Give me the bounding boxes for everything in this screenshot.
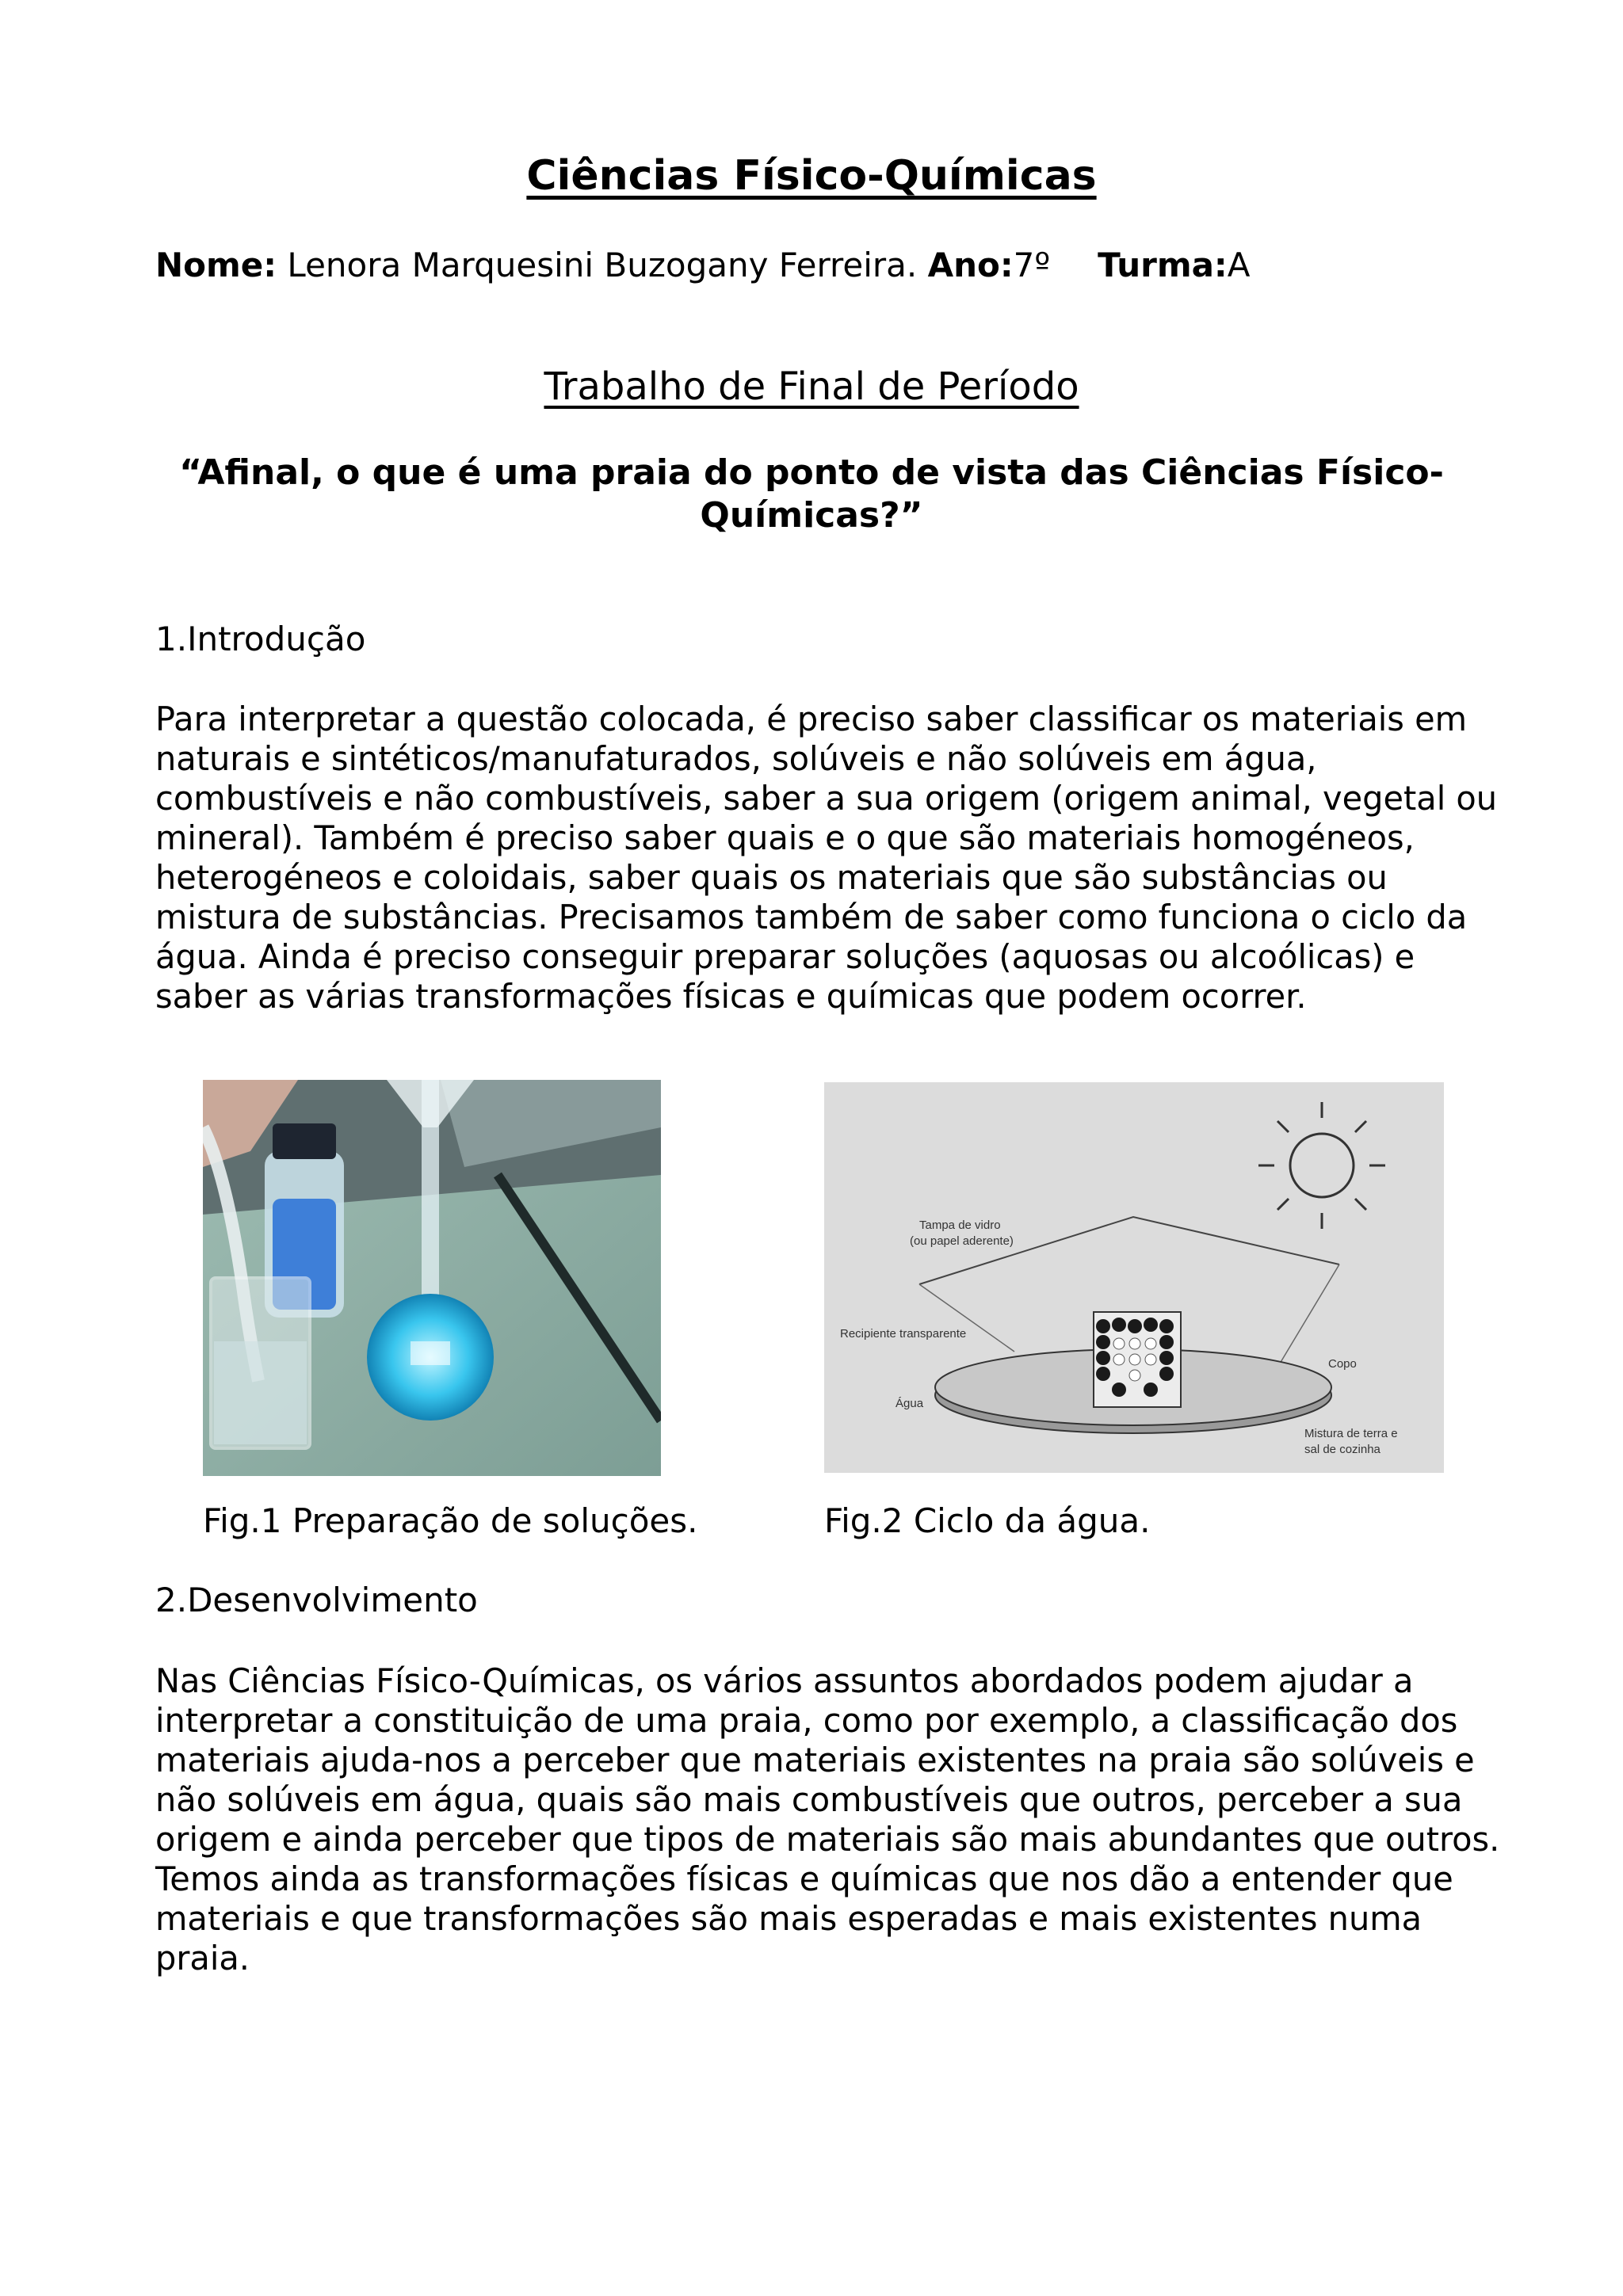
intro-paragraph: Para interpretar a questão colocada, é preciso saber classificar os materiais em naturais e sintéticos/manufaturados, solúveis e não solúveis em água, combustíveis e não combustíveis, saber a sua origem (origem animal, vegetal ou mineral). Também é preciso saber quais e o que são materiais homogéneos, heterogéneos e coloidais, saber quais os materiais que são substâncias ou mistura de substâncias. Precisamos também de saber como funciona o ciclo da água. Ainda é preciso conseguir preparar soluções (aquosas ou alcoólicas) e saber as várias transformações físicas e químicas que podem ocorrer. (155, 700, 1498, 1016)
figure-1-caption: Fig.1 Preparação de soluções. (203, 1501, 698, 1540)
year-value: 7º (1013, 246, 1051, 284)
cup-label: Copo (1328, 1357, 1357, 1371)
lid-label: Tampa de vidro (919, 1219, 1001, 1232)
work-subtitle: Trabalho de Final de Período (544, 364, 1079, 409)
mix-label-2: sal de cozinha (1304, 1443, 1381, 1456)
year-label: Ano: (927, 246, 1014, 284)
class-label: Turma: (1098, 246, 1228, 284)
development-paragraph: Nas Ciências Físico-Químicas, os vários assuntos abordados podem ajudar a interpretar a constituição de uma praia, como por exemplo, a classificação dos materiais ajuda-nos a perceber que materiais existentes na praia são solúveis e não solúveis em água, quais são mais combustíveis que outros, perceber a sua origem e ainda perceber que tipos de materiais são mais abundantes que outros. Temos ainda as transformações físicas e químicas que nos dão a entender que materiais e que transformações são mais esperadas e mais existentes numa praia. (155, 1661, 1500, 1978)
mix-label: Mistura de terra e (1304, 1427, 1398, 1440)
container-label: Recipiente transparente (840, 1327, 967, 1341)
name-label: Nome: (155, 246, 277, 284)
figure-2-caption: Fig.2 Ciclo da água. (824, 1501, 1151, 1540)
water-cycle-diagram (824, 1082, 1444, 1473)
student-info-line (155, 246, 1250, 284)
intro-heading: 1.Introdução (155, 620, 366, 658)
class-value: A (1227, 246, 1251, 284)
research-question: “Afinal, o que é uma praia do ponto de vista das Ciências Físico-Químicas?” (179, 452, 1444, 536)
lab-solutions-photo (203, 1080, 661, 1476)
document-title: Ciências Físico-Químicas (526, 152, 1097, 200)
development-heading: 2.Desenvolvimento (155, 1581, 478, 1619)
name-value: Lenora Marquesini Buzogany Ferreira. (277, 246, 918, 284)
lid-label-2: (ou papel aderente) (910, 1234, 1014, 1248)
water-label: Água (896, 1397, 924, 1410)
